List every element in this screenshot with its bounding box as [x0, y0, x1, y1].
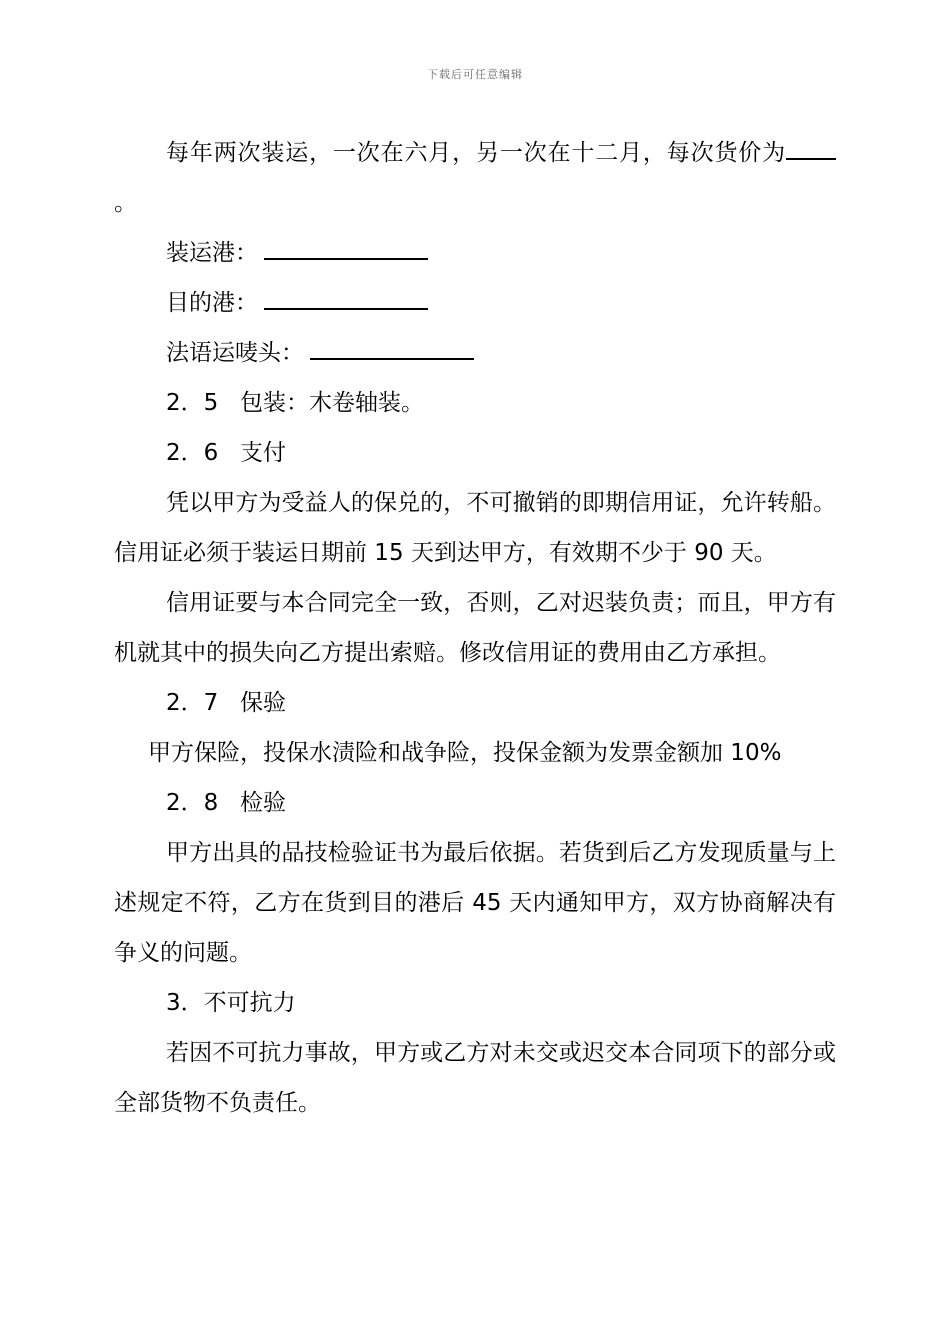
shipment-end: 。 — [114, 190, 137, 216]
section-2-8-title: 检验 — [240, 790, 286, 816]
section-3-title: 3．不可抗力 — [166, 990, 296, 1016]
section-2-7-title: 保验 — [240, 690, 286, 716]
loading-port-line — [114, 228, 836, 278]
section-2-8-number: 2．8 — [166, 790, 219, 816]
price-blank — [786, 130, 836, 160]
shipment-text: 每年两次装运，一次在六月，另一次在十二月，每次货价为 — [166, 140, 786, 166]
section-2-8 — [114, 778, 836, 828]
section-2-6 — [114, 428, 836, 478]
shipment-paragraph — [114, 128, 836, 228]
destination-port-line — [114, 278, 836, 328]
section-2-5 — [114, 378, 836, 428]
destination-port-blank — [264, 280, 428, 310]
shipping-mark-blank — [310, 330, 474, 360]
document-body — [114, 128, 836, 1128]
section-2-6-number: 2．6 — [166, 440, 219, 466]
page-header-note: 下载后可任意编辑 — [427, 68, 523, 81]
section-2-5-text: 包装：木卷轴装。 — [240, 390, 424, 416]
loading-port-label: 装运港： — [166, 240, 258, 266]
loading-port-blank — [264, 230, 428, 260]
payment-paragraph-1: 凭以甲方为受益人的保兑的，不可撤销的即期信用证，允许转船。信用证必须于装运日期前 15 天到达甲方，有效期不少于 90 天。 — [114, 490, 836, 566]
section-2-6-title: 支付 — [240, 440, 286, 466]
payment-paragraph-2: 信用证要与本合同完全一致，否则，乙对迟装负责；而且，甲方有机就其中的损失向乙方提出索赔。修改信用证的费用由乙方承担。 — [114, 590, 836, 666]
section-2-5-number: 2．5 — [166, 390, 219, 416]
destination-port-label: 目的港： — [166, 290, 258, 316]
shipping-mark-line — [114, 328, 836, 378]
shipping-mark-label: 法语运唛头： — [166, 340, 304, 366]
inspection-paragraph: 甲方出具的品技检验证书为最后依据。若货到后乙方发现质量与上述规定不符，乙方在货到目的港后 45 天内通知甲方，双方协商解决有争义的问题。 — [114, 840, 836, 966]
section-2-7 — [114, 678, 836, 728]
section-2-7-number: 2．7 — [166, 690, 219, 716]
force-majeure-paragraph: 若因不可抗力事故，甲方或乙方对未交或迟交本合同项下的部分或全部货物不负责任。 — [114, 1040, 836, 1116]
insurance-paragraph: 甲方保险，投保水渍险和战争险，投保金额为发票金额加 10% — [148, 740, 782, 766]
